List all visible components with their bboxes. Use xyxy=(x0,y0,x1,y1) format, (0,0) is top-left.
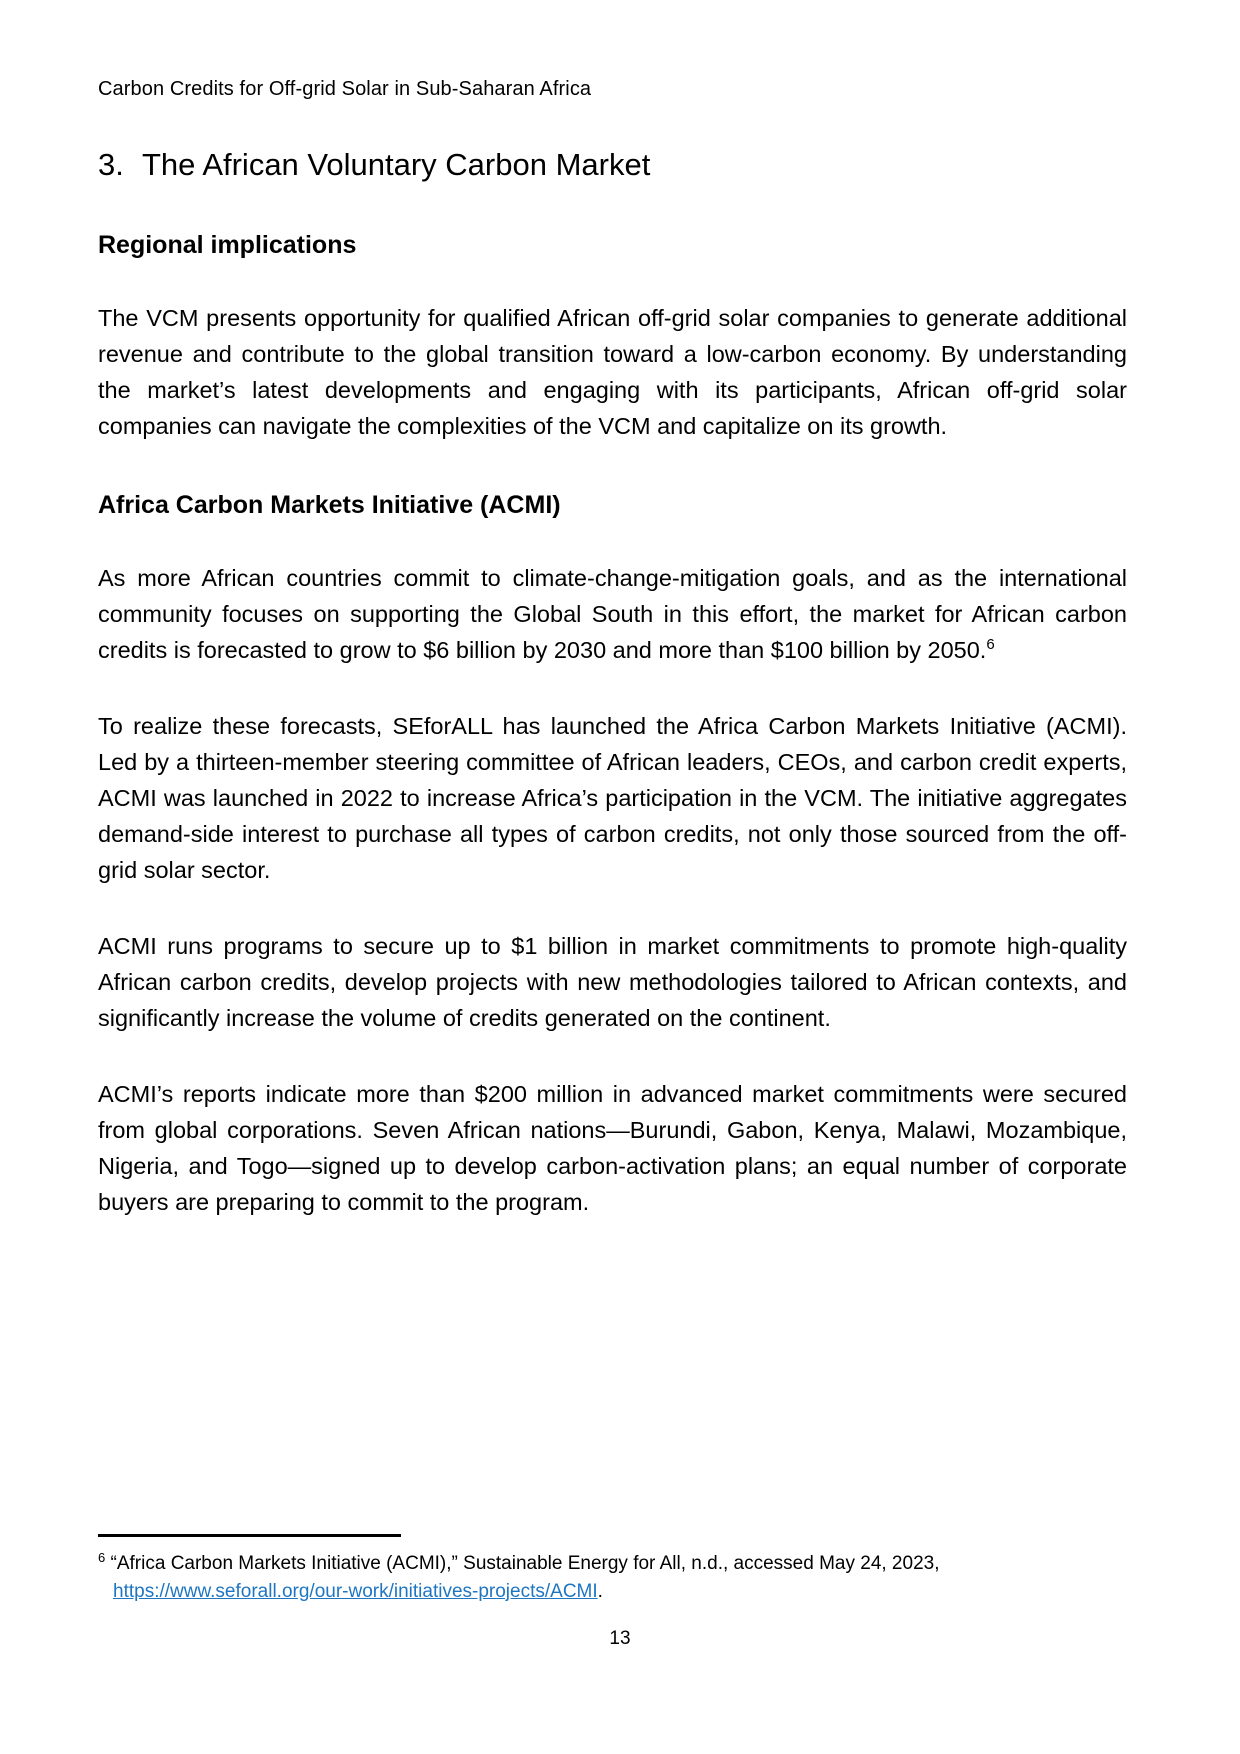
paragraph-market-forecast xyxy=(98,560,1127,668)
page-number: 13 xyxy=(609,1628,631,1649)
footnote-area xyxy=(98,1534,1127,1606)
footnote-marker: 6 xyxy=(98,1550,106,1565)
section-title: The African Voluntary Carbon Market xyxy=(142,147,651,182)
section-heading xyxy=(98,146,1127,184)
footnote-separator-line xyxy=(98,1534,401,1537)
footnote-suffix: . xyxy=(597,1581,603,1602)
paragraph-acmi-reports: ACMI’s reports indicate more than $200 million in advanced market commitments were secured from global corporations. Seven African nations—Burundi, Gabon, Kenya, Malawi, Mozambique, Nigeria, and Togo—signed up to develop carbon-activation plans; an equal number of corporate buyers are preparing to commit to the program. xyxy=(98,1081,1127,1215)
subsection-heading-regional-implications: Regional implications xyxy=(98,231,357,259)
paragraph-vcm-opportunity: The VCM presents opportunity for qualified African off-grid solar companies to generate additional revenue and contribute to the global transition toward a low-carbon economy. By understanding the market’s latest developments and engaging with its participants, African off-grid solar companies can navigate the complexities of the VCM and capitalize on its growth. xyxy=(98,305,1127,439)
paragraph-acmi-launch: To realize these forecasts, SEforALL has launched the Africa Carbon Markets Initiative (ACMI). Led by a thirteen-member steering committee of African leaders, CEOs, and carbon credit experts, ACMI was launched in 2022 to increase Africa’s participation in the VCM. The initiative aggregates demand-side interest to purchase all types of carbon credits, not only those sourced from the off-grid solar sector. xyxy=(98,713,1127,883)
section-number: 3. xyxy=(98,147,124,182)
paragraph-market-forecast-text: As more African countries commit to climate-change-mitigation goals, and as the international community focuses on supporting the Global South in this effort, the market for African carbon credits is forecasted to grow to $6 billion by 2030 and more than $100 billion by 2050. xyxy=(98,565,1127,663)
footnote-reference-6: 6 xyxy=(986,636,995,653)
paragraph-acmi-programs: ACMI runs programs to secure up to $1 billion in market commitments to promote high-quality African carbon credits, develop projects with new methodologies tailored to African contexts, and significantly increase the volume of credits generated on the continent. xyxy=(98,933,1127,1031)
running-header: Carbon Credits for Off-grid Solar in Sub-Saharan Africa xyxy=(98,78,592,100)
footnote-citation: “Africa Carbon Markets Initiative (ACMI),” Sustainable Energy for All, n.d., accessed May 24, 2023, xyxy=(110,1553,940,1574)
page-content xyxy=(98,0,1127,1220)
subsection-heading-acmi: Africa Carbon Markets Initiative (ACMI) xyxy=(98,491,561,519)
footnote-link[interactable]: https://www.seforall.org/our-work/initiatives-projects/ACMI xyxy=(113,1581,598,1602)
footnote-6 xyxy=(98,1550,1127,1606)
